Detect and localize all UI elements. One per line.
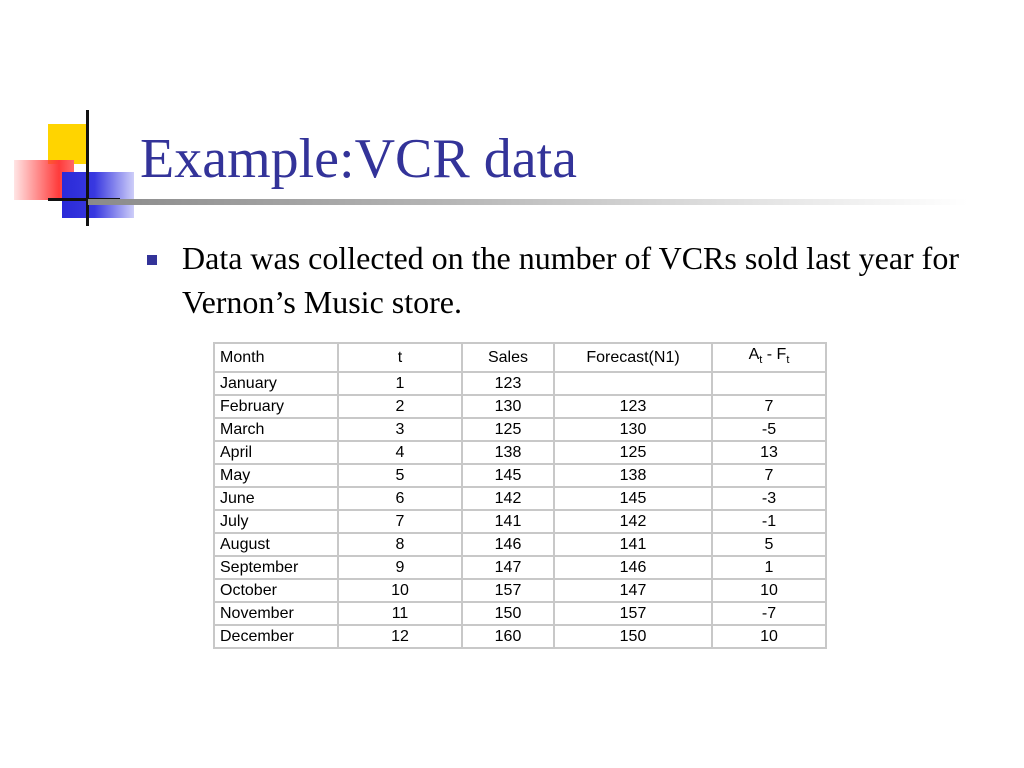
cell-sales: 130 — [462, 395, 554, 418]
logo-yellow-square — [48, 124, 88, 164]
header-error-a-sub: t — [759, 354, 763, 367]
cell-sales: 150 — [462, 602, 554, 625]
cell-error: 13 — [712, 441, 826, 464]
cell-month: September — [214, 556, 338, 579]
logo-vertical-line — [86, 110, 89, 226]
cell-t: 1 — [338, 372, 462, 395]
cell-forecast: 123 — [554, 395, 712, 418]
cell-month: May — [214, 464, 338, 487]
cell-sales: 160 — [462, 625, 554, 648]
cell-error: 7 — [712, 395, 826, 418]
cell-sales: 146 — [462, 533, 554, 556]
header-sales: Sales — [462, 343, 554, 372]
cell-error: -5 — [712, 418, 826, 441]
cell-month: March — [214, 418, 338, 441]
cell-month: October — [214, 579, 338, 602]
table-row — [214, 510, 826, 533]
cell-t: 7 — [338, 510, 462, 533]
cell-month: January — [214, 372, 338, 395]
title-underline — [88, 199, 968, 205]
cell-month: December — [214, 625, 338, 648]
cell-t: 3 — [338, 418, 462, 441]
cell-error: -1 — [712, 510, 826, 533]
cell-error: 7 — [712, 464, 826, 487]
cell-sales: 125 — [462, 418, 554, 441]
cell-forecast: 125 — [554, 441, 712, 464]
logo-blue-square — [62, 172, 134, 218]
cell-forecast: 141 — [554, 533, 712, 556]
cell-sales: 141 — [462, 510, 554, 533]
cell-t: 12 — [338, 625, 462, 648]
table-row — [214, 602, 826, 625]
cell-sales: 157 — [462, 579, 554, 602]
header-error-a: A — [748, 346, 760, 363]
table-row — [214, 579, 826, 602]
cell-month: August — [214, 533, 338, 556]
cell-forecast: 142 — [554, 510, 712, 533]
cell-forecast: 157 — [554, 602, 712, 625]
cell-month: February — [214, 395, 338, 418]
cell-month: June — [214, 487, 338, 510]
table-row — [214, 372, 826, 395]
cell-error: -7 — [712, 602, 826, 625]
cell-t: 6 — [338, 487, 462, 510]
cell-error: 10 — [712, 625, 826, 648]
cell-t: 10 — [338, 579, 462, 602]
cell-forecast: 150 — [554, 625, 712, 648]
cell-sales: 147 — [462, 556, 554, 579]
cell-t: 5 — [338, 464, 462, 487]
cell-sales: 138 — [462, 441, 554, 464]
table-header-row — [214, 343, 826, 372]
cell-error: 5 — [712, 533, 826, 556]
cell-month: July — [214, 510, 338, 533]
cell-sales: 123 — [462, 372, 554, 395]
cell-forecast: 146 — [554, 556, 712, 579]
header-error-f: - F — [762, 346, 787, 363]
header-t: t — [338, 343, 462, 372]
cell-error: -3 — [712, 487, 826, 510]
cell-error — [712, 372, 826, 395]
cell-t: 8 — [338, 533, 462, 556]
table-row — [214, 464, 826, 487]
bullet-text: Data was collected on the number of VCRs sold last year for Vernon’s Music store. — [182, 240, 959, 320]
bullet-square-icon — [147, 255, 157, 265]
cell-t: 9 — [338, 556, 462, 579]
cell-forecast: 147 — [554, 579, 712, 602]
header-forecast: Forecast(N1) — [554, 343, 712, 372]
cell-error: 10 — [712, 579, 826, 602]
header-month: Month — [214, 343, 338, 372]
table-row — [214, 533, 826, 556]
cell-forecast: 130 — [554, 418, 712, 441]
table-row — [214, 441, 826, 464]
cell-month: April — [214, 441, 338, 464]
cell-forecast: 138 — [554, 464, 712, 487]
slide-title: Example:VCR data — [140, 128, 578, 190]
cell-t: 11 — [338, 602, 462, 625]
table-row — [214, 418, 826, 441]
cell-forecast — [554, 372, 712, 395]
table-row — [214, 395, 826, 418]
table-row — [214, 487, 826, 510]
table-body — [214, 372, 826, 648]
table-row — [214, 556, 826, 579]
cell-error: 1 — [712, 556, 826, 579]
vcr-data-table — [213, 342, 827, 649]
cell-t: 2 — [338, 395, 462, 418]
header-error — [712, 343, 826, 372]
table-row — [214, 625, 826, 648]
cell-sales: 145 — [462, 464, 554, 487]
cell-forecast: 145 — [554, 487, 712, 510]
cell-month: November — [214, 602, 338, 625]
header-error-f-sub: t — [786, 354, 790, 367]
cell-sales: 142 — [462, 487, 554, 510]
cell-t: 4 — [338, 441, 462, 464]
